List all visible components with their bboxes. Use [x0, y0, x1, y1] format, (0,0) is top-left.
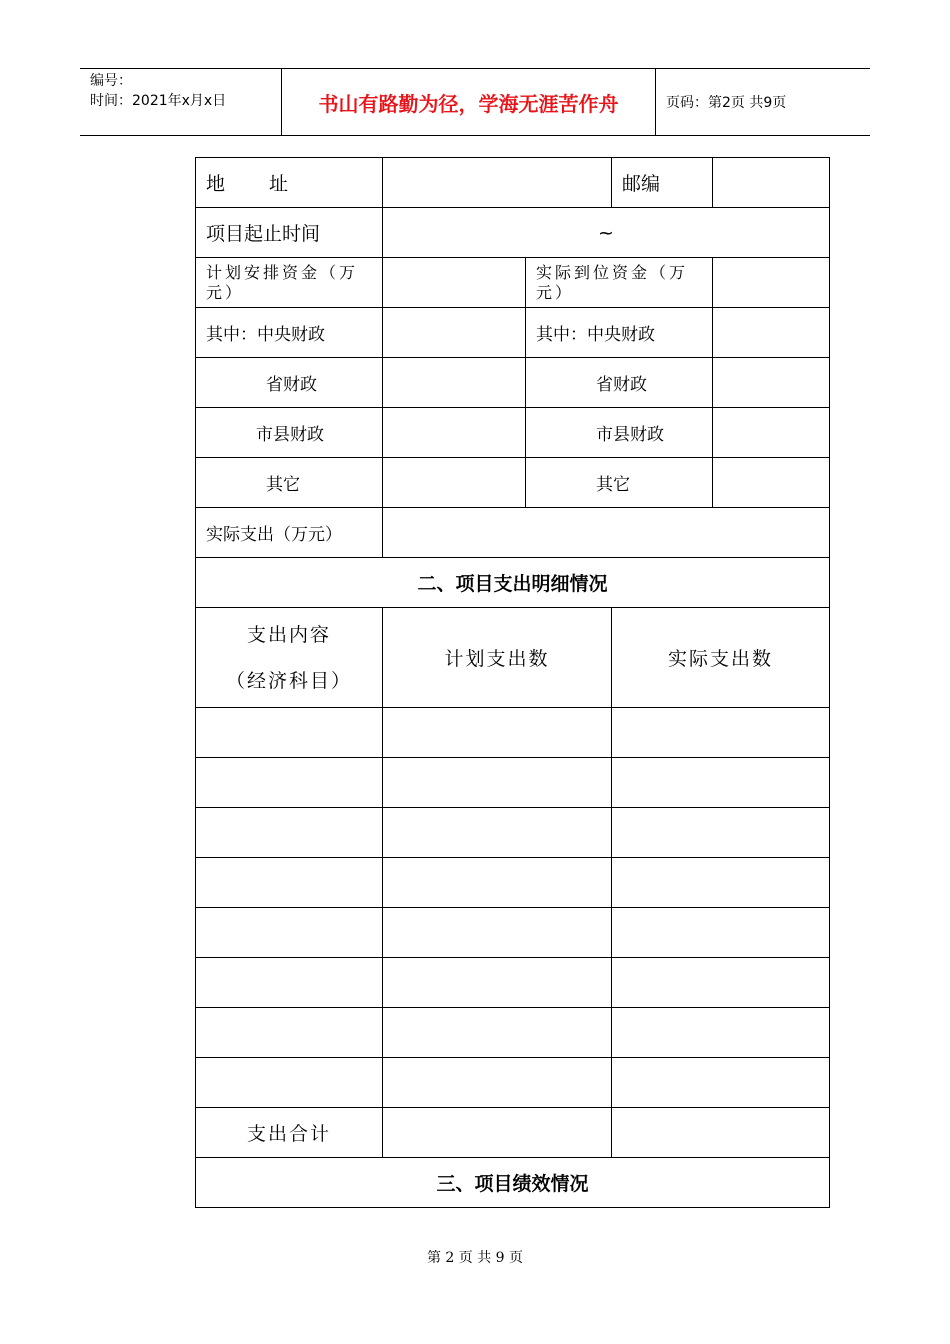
address-label: 地 址 — [196, 158, 383, 208]
detail-actual-cell[interactable] — [612, 958, 830, 1008]
project-form-table — [195, 157, 830, 1208]
detail-content-cell[interactable] — [196, 808, 383, 858]
period-row — [196, 208, 830, 258]
other-field-left[interactable] — [383, 458, 526, 508]
col-actual-header: 实际支出数 — [612, 608, 830, 708]
detail-actual-cell[interactable] — [612, 1058, 830, 1108]
planned-funds-label: 计划安排资金（万元） — [196, 258, 383, 308]
total-row — [196, 1108, 830, 1158]
section3-row — [196, 1158, 830, 1208]
detail-actual-cell[interactable] — [612, 1008, 830, 1058]
detail-content-cell[interactable] — [196, 958, 383, 1008]
planned-funds-field[interactable] — [383, 258, 526, 308]
serial-label: 编号： — [90, 73, 132, 89]
detail-content-cell[interactable] — [196, 1008, 383, 1058]
detail-actual-cell[interactable] — [612, 858, 830, 908]
page-footer: 第 2 页 共 9 页 — [426, 1250, 524, 1266]
other-label-left: 其它 — [196, 458, 383, 508]
period-label: 项目起止时间 — [196, 208, 383, 258]
table-row — [196, 758, 830, 808]
col-content-header — [196, 608, 383, 708]
detail-planned-cell[interactable] — [383, 1058, 612, 1108]
address-row — [196, 158, 830, 208]
detail-actual-cell[interactable] — [612, 908, 830, 958]
detail-content-cell[interactable] — [196, 858, 383, 908]
table-row — [196, 808, 830, 858]
central-label-left: 其中：中央财政 — [196, 308, 383, 358]
col-content-line1: 支出内容 — [246, 623, 331, 646]
actual-funds-label: 实际到位资金（万元） — [526, 258, 713, 308]
central-row — [196, 308, 830, 358]
address-field[interactable] — [383, 158, 612, 208]
section2-row — [196, 558, 830, 608]
city-row — [196, 408, 830, 458]
detail-planned-cell[interactable] — [383, 808, 612, 858]
postcode-field[interactable] — [713, 158, 830, 208]
actual-funds-field[interactable] — [713, 258, 830, 308]
city-field-left[interactable] — [383, 408, 526, 458]
detail-planned-cell[interactable] — [383, 708, 612, 758]
actual-spend-field[interactable] — [383, 508, 830, 558]
province-field-left[interactable] — [383, 358, 526, 408]
table-row — [196, 708, 830, 758]
table-row — [196, 1058, 830, 1108]
city-label-right: 市县财政 — [526, 408, 713, 458]
page-header — [80, 68, 870, 136]
section3-title: 三、项目绩效情况 — [196, 1158, 830, 1208]
detail-planned-cell[interactable] — [383, 758, 612, 808]
table-row — [196, 908, 830, 958]
detail-content-cell[interactable] — [196, 908, 383, 958]
detail-actual-cell[interactable] — [612, 708, 830, 758]
detail-header-row — [196, 608, 830, 708]
header-page-info: 页码：第2页 共9页 — [666, 95, 787, 111]
funds-row — [196, 258, 830, 308]
header-meta — [80, 69, 282, 135]
province-field-right[interactable] — [713, 358, 830, 408]
header-motto: 书山有路勤为径，学海无涯苦作舟 — [282, 69, 656, 135]
period-field[interactable]: ~ — [383, 208, 830, 258]
detail-content-cell[interactable] — [196, 758, 383, 808]
central-label-right: 其中：中央财政 — [526, 308, 713, 358]
col-content-line2: （经济科目） — [225, 669, 352, 692]
table-row — [196, 858, 830, 908]
total-planned-cell[interactable] — [383, 1108, 612, 1158]
detail-content-cell[interactable] — [196, 1058, 383, 1108]
total-label: 支出合计 — [196, 1108, 383, 1158]
table-row — [196, 1008, 830, 1058]
actual-spend-row — [196, 508, 830, 558]
detail-actual-cell[interactable] — [612, 808, 830, 858]
postcode-label: 邮编 — [612, 158, 713, 208]
detail-planned-cell[interactable] — [383, 858, 612, 908]
province-label-right: 省财政 — [526, 358, 713, 408]
city-label-left: 市县财政 — [196, 408, 383, 458]
col-planned-header: 计划支出数 — [383, 608, 612, 708]
detail-planned-cell[interactable] — [383, 1008, 612, 1058]
province-row — [196, 358, 830, 408]
city-field-right[interactable] — [713, 408, 830, 458]
province-label-left: 省财政 — [196, 358, 383, 408]
time-label: 时间：2021年x月x日 — [90, 93, 227, 109]
other-field-right[interactable] — [713, 458, 830, 508]
other-label-right: 其它 — [526, 458, 713, 508]
actual-spend-label: 实际支出（万元） — [196, 508, 383, 558]
detail-content-cell[interactable] — [196, 708, 383, 758]
central-field-right[interactable] — [713, 308, 830, 358]
other-row — [196, 458, 830, 508]
section2-title: 二、项目支出明细情况 — [196, 558, 830, 608]
detail-planned-cell[interactable] — [383, 958, 612, 1008]
total-actual-cell[interactable] — [612, 1108, 830, 1158]
detail-actual-cell[interactable] — [612, 758, 830, 808]
table-row — [196, 958, 830, 1008]
detail-planned-cell[interactable] — [383, 908, 612, 958]
central-field-left[interactable] — [383, 308, 526, 358]
